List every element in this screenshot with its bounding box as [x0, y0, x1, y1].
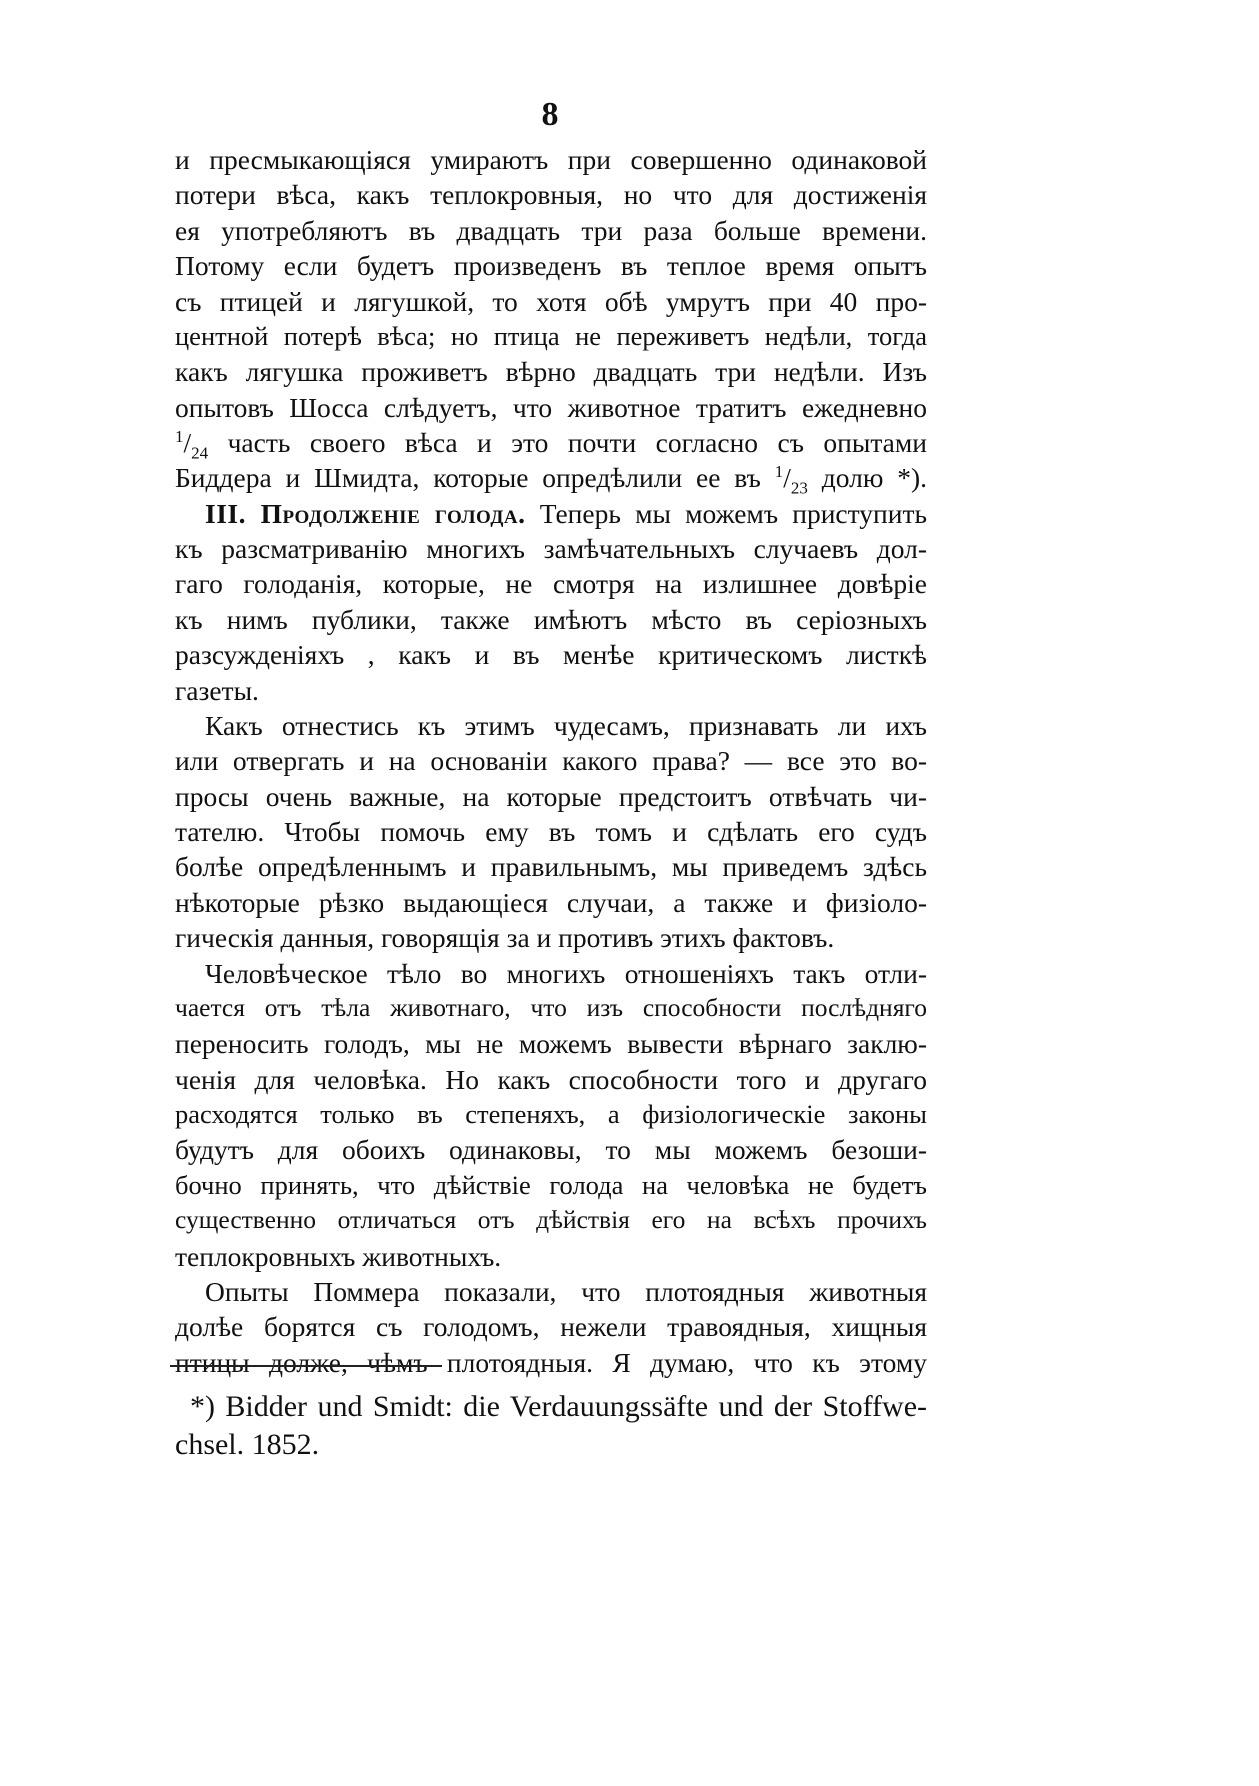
text-line-31: существенно отличаться отъ дѣйствія его на всѣхъ прочихъ	[175, 1205, 927, 1234]
text-line-1: и пресмыкающіяся умираютъ при совершенно одинаковой	[175, 144, 927, 175]
text-line-10-b: долю *).	[821, 462, 928, 493]
fraction-denominator: 24	[191, 443, 209, 463]
text-line-19: просы очень важные, на которые предстоитъ отвѣчать чи-	[175, 781, 927, 812]
text-line-13: гаго голоданія, которые, не смотря на излишнее довѣріе	[175, 568, 927, 599]
section-heading-line	[205, 500, 927, 528]
text-line-8: опытовъ Шосса слѣдуетъ, что животное тратитъ ежедневно	[175, 392, 927, 423]
text-line-25: чается отъ тѣла животнаго, что изъ способности послѣдняго	[175, 993, 927, 1022]
text-line-6: центной потерѣ вѣса; но птица не переживетъ недѣли, тогда	[175, 321, 927, 351]
text-line-24: Человѣческое тѣло во многихъ отношеніяхъ такъ отли-	[205, 958, 927, 989]
text-line-23: гическія данныя, говорящія за и противъ этихъ фактовъ.	[175, 922, 835, 953]
fraction: $^1/_{23}$	[774, 461, 808, 498]
fraction-numerator: 1	[175, 426, 184, 446]
text-line-17: Какъ отнестись къ этимъ чудесамъ, признавать ли ихъ	[205, 710, 927, 741]
text-line-10	[175, 461, 928, 498]
text-line-16: газеты.	[175, 675, 259, 706]
text-line-29: будутъ для обоихъ одинаковы, то мы можемъ безоши-	[175, 1134, 927, 1165]
text-line-26: переносить голодъ, мы не можемъ вывести вѣрнаго заклю-	[175, 1028, 927, 1059]
footnote-line-2: chsel. 1852.	[175, 1428, 320, 1461]
text-line-9-rest: часть своего вѣса и это почти согласно съ опытами	[227, 427, 927, 458]
text-line-27: ченія для человѣка. Но какъ способности того и другаго	[175, 1064, 927, 1095]
text-line-22: нѣкоторые рѣзко выдающіеся случаи, а также и физіоло-	[175, 887, 927, 918]
footnote-line-1: *) Bidder und Smidt: die Verdauungssäfte und der Stoffwe-	[190, 1390, 927, 1423]
text-line-15: разсужденіяхъ , какъ и въ менѣе критическомъ листкѣ	[175, 639, 927, 670]
text-line-35: птицы долже, чѣмъ плотоядныя. Я думаю, что къ этому	[175, 1347, 927, 1378]
text-line-33: Опыты Поммера показали, что плотоядныя животныя	[205, 1276, 927, 1307]
text-line-10-a: Биддера и Шмидта, которые опредѣлили ее въ	[175, 462, 761, 493]
text-line-4: Потому если будетъ произведенъ въ теплое время опытъ	[175, 250, 927, 281]
text-line-9	[175, 426, 927, 463]
text-line-18: или отвергать и на основаніи какого права? — все это во-	[175, 745, 927, 776]
section-heading: III. Продолженіе голода.	[205, 498, 526, 529]
text-line-3: ея употребляютъ въ двадцать три раза больше времени.	[175, 215, 927, 246]
fraction-denominator: 23	[790, 478, 808, 498]
text-line-14: къ нимъ публики, также имѣютъ мѣсто въ серіозныхъ	[175, 604, 927, 635]
text-line-7: какъ лягушка проживетъ вѣрно двадцать три недѣли. Изъ	[175, 356, 927, 387]
text-line-20: тателю. Чтобы помочь ему въ томъ и сдѣлать его судъ	[175, 816, 927, 847]
text-line-12: къ разсматриванію многихъ замѣчательныхъ случаевъ дол-	[175, 533, 927, 564]
text-line-2: потери вѣса, какъ теплокровныя, но что для достиженія	[175, 179, 927, 210]
text-line-34: долѣе борятся съ голодомъ, нежели травоядныя, хищныя	[175, 1311, 927, 1342]
page-number: 8	[541, 96, 559, 133]
text-line-5: съ птицей и лягушкой, то хотя обѣ умрутъ при 40 про-	[175, 286, 927, 317]
text-line-21: болѣе опредѣленнымъ и правильнымъ, мы приведемъ здѣсь	[175, 851, 927, 882]
fraction-numerator: 1	[774, 461, 784, 481]
text-line-28: расходятся только въ степеняхъ, а физіологическіе законы	[175, 1099, 927, 1129]
footnote-divider	[170, 1365, 442, 1367]
text-line-32: теплокровныхъ животныхъ.	[175, 1241, 502, 1272]
section-heading-rest: Теперь мы можемъ приступить	[539, 498, 928, 529]
text-line-30: бочно принять, что дѣйствіе голода на человѣка не будетъ	[175, 1170, 927, 1200]
fraction: $^1/_{24}$	[175, 426, 209, 463]
